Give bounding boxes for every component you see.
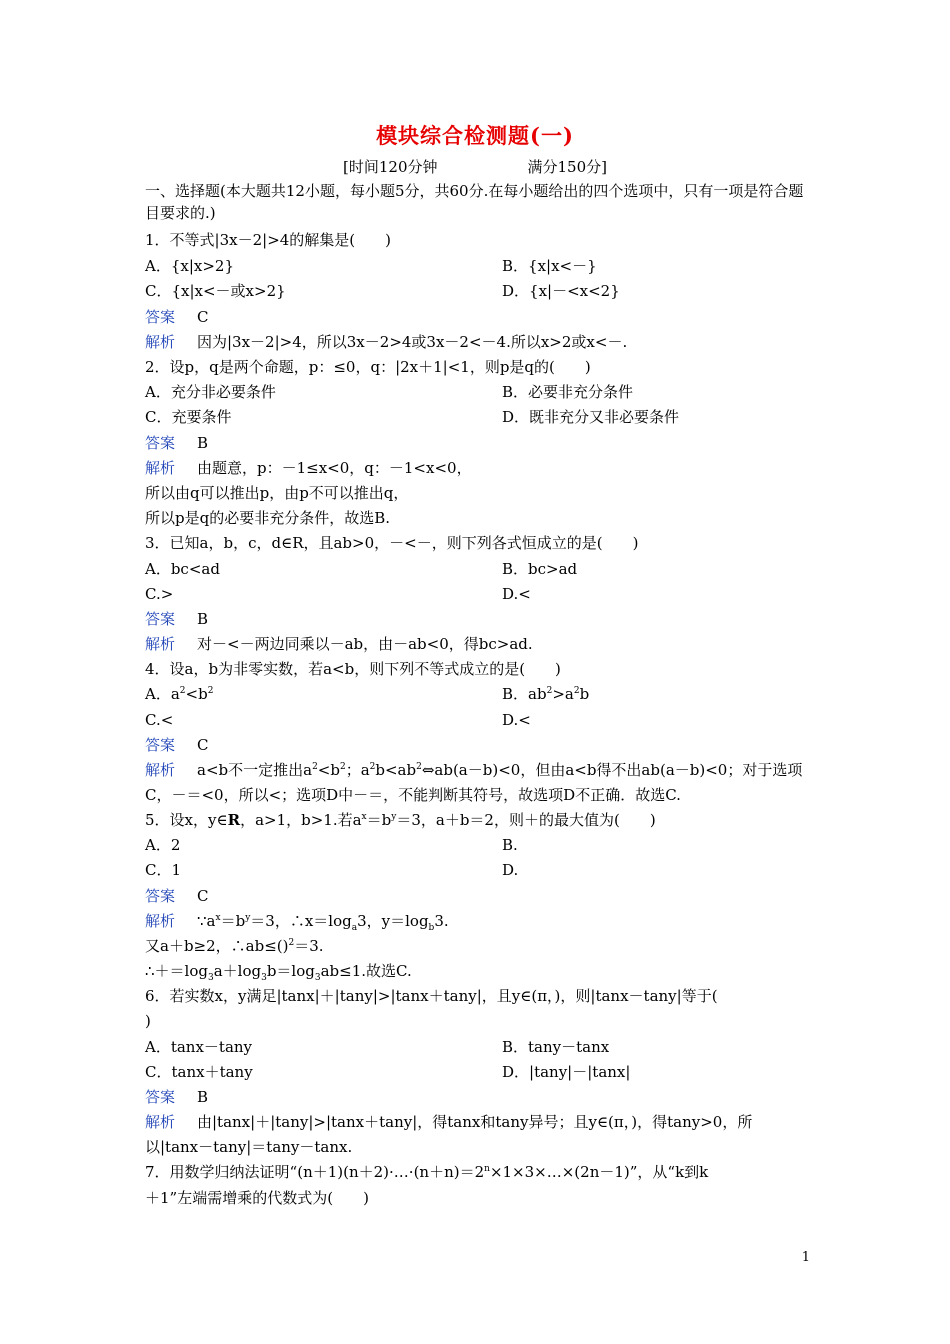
q5-option-c: C．1 bbox=[145, 861, 182, 879]
q6-stem: 6．若实数x，y满足|tanx|＋|tany|>|tanx＋tany|，且y∈(π，)，则|tanx－tany|等于( bbox=[145, 987, 718, 1005]
q5-analysis-line3: $\therefore+=\log_3a+\log_3b=\log_3ab\le 1$.故选C. bbox=[145, 962, 412, 983]
page-number: 1 bbox=[801, 1250, 810, 1265]
q6-option-a: A．tanx－tany bbox=[145, 1038, 253, 1056]
q6-stem-line2: ) bbox=[145, 1012, 151, 1030]
answer-label: 答案 bbox=[145, 1088, 176, 1106]
q5-analysis-line2: 又a＋b≥2，∴ab≤()$^2$＝3. bbox=[145, 937, 324, 955]
section-heading: 一、选择题(本大题共12小题，每小题5分，共60分.在每小题给出的四个选项中，只有一项是符合题目要求的.) bbox=[145, 182, 804, 222]
analysis-text: 对－<－两边同乘以－ab，由－ab<0，得bc>ad. bbox=[197, 635, 533, 653]
q1-answer bbox=[145, 306, 208, 328]
q4-answer bbox=[145, 734, 208, 756]
q7-stem: 7．用数学归纳法证明“$(n+1)(n+2)\cdot\dots\cdot(n+n)=2^n\times 1\times 3\times\dots\times(2n-1)$”，从“k到k bbox=[145, 1163, 709, 1181]
q2-option-c: C．充要条件 bbox=[145, 408, 232, 426]
analysis-label: 解析 bbox=[145, 459, 176, 477]
answer-label: 答案 bbox=[145, 887, 176, 905]
q7-stem-line2: ＋1”左端需增乘的代数式为( ) bbox=[145, 1189, 369, 1207]
analysis-label: 解析 bbox=[145, 333, 176, 351]
q3-option-a: A．bc<ad bbox=[145, 560, 220, 578]
q5-option-d: D. bbox=[502, 861, 519, 879]
q2-stem: 2．设p，q是两个命题，p：≤0，q：|2x＋1|<1，则p是q的( ) bbox=[145, 358, 591, 376]
q1-analysis bbox=[145, 331, 627, 353]
answer-value: B bbox=[197, 434, 209, 452]
q1-option-b: B．{x|x<－} bbox=[502, 257, 597, 275]
analysis-text: 因为|3x－2|>4，所以3x－2>4或3x－2<－4.所以x>2或x<－. bbox=[197, 333, 628, 351]
q5-option-b: B. bbox=[502, 836, 518, 854]
q2-analysis-line2: 所以由q可以推出p，由p不可以推出q， bbox=[145, 484, 409, 502]
answer-value: B bbox=[197, 610, 209, 628]
answer-label: 答案 bbox=[145, 610, 176, 628]
full-score: 满分150分] bbox=[527, 158, 607, 176]
q5-option-a: A．2 bbox=[145, 836, 181, 854]
q3-option-c: C.> bbox=[145, 585, 174, 603]
q2-option-a: A．充分非必要条件 bbox=[145, 383, 276, 401]
answer-value: B bbox=[197, 1088, 209, 1106]
analysis-label: 解析 bbox=[145, 635, 176, 653]
q5-answer bbox=[145, 885, 208, 907]
answer-value: C bbox=[197, 736, 209, 754]
analysis-label: 解析 bbox=[145, 912, 176, 930]
q2-analysis-line3: 所以p是q的必要非充分条件，故选B. bbox=[145, 509, 390, 527]
q2-answer bbox=[145, 432, 208, 454]
answer-value: C bbox=[197, 887, 209, 905]
q4-analysis-line2: C，－＝<0，所以<；选项D中－＝，不能判断其符号，故选项D不正确．故选C. bbox=[145, 786, 681, 804]
q3-analysis bbox=[145, 633, 533, 655]
q1-option-a: A．{x|x>2} bbox=[145, 257, 235, 275]
q6-answer bbox=[145, 1086, 208, 1108]
q4-option-c: C.< bbox=[145, 711, 174, 729]
analysis-text: 由题意，p：－1≤x<0，q：－1<x<0， bbox=[197, 459, 472, 477]
q6-option-b: B．tany－tanx bbox=[502, 1038, 610, 1056]
answer-label: 答案 bbox=[145, 736, 176, 754]
answer-value: C bbox=[197, 308, 209, 326]
analysis-label: 解析 bbox=[145, 761, 176, 779]
q4-option-b: B．$ab^2>a^2b$ bbox=[502, 685, 590, 703]
q6-option-d: D．|tany|－|tanx| bbox=[502, 1063, 631, 1081]
q2-analysis bbox=[145, 457, 472, 479]
q6-analysis bbox=[145, 1111, 752, 1133]
q5-stem: 5．设x，y∈R，a>1，b>1.若$a^x=b^y=3$，a＋b＝2，则＋的最大值为( ) bbox=[145, 811, 656, 829]
answer-label: 答案 bbox=[145, 308, 176, 326]
analysis-label: 解析 bbox=[145, 1113, 176, 1131]
q6-analysis-line2: 以|tanx－tany|＝tany－tanx. bbox=[145, 1138, 353, 1156]
q3-option-d: D.< bbox=[502, 585, 531, 603]
q6-option-c: C．tanx＋tany bbox=[145, 1063, 253, 1081]
q4-analysis: 解析 a<b不一定推出$a^2<b^2$；$a^2b<ab^2\Leftrightarrow ab(a-b)<0$，但由a<b得不出ab(a－b)<0；对于选项 bbox=[145, 761, 803, 779]
q2-option-d: D．既非充分又非必要条件 bbox=[502, 408, 680, 426]
q1-option-d: D．{x|－<x<2} bbox=[502, 282, 620, 300]
analysis-text: 由|tanx|＋|tany|>|tanx＋tany|，得tanx和tany异号；且y∈(π，)，得tany>0，所 bbox=[197, 1113, 753, 1131]
page-title: 模块综合检测题(一) bbox=[376, 123, 574, 148]
q1-stem: 1．不等式|3x－2|>4的解集是( ) bbox=[145, 231, 392, 249]
q3-answer bbox=[145, 608, 208, 630]
q4-stem: 4．设a，b为非零实数，若a<b，则下列不等式成立的是( ) bbox=[145, 660, 561, 678]
time-limit: [时间120分钟 bbox=[343, 158, 438, 176]
q3-option-b: B．bc>ad bbox=[502, 560, 578, 578]
answer-label: 答案 bbox=[145, 434, 176, 452]
q3-stem: 3．已知a，b，c，d∈R，且ab>0，－<－，则下列各式恒成立的是( ) bbox=[145, 534, 639, 552]
q5-analysis: 解析 $\because a^x=b^y=3$，$\therefore x=\log_a3$，$y=\log_b3$. bbox=[145, 912, 449, 933]
q4-option-a: A．$a^2<b^2$ bbox=[145, 685, 214, 703]
q1-option-c: C．{x|x<－或x>2} bbox=[145, 282, 286, 300]
exam-info bbox=[0, 156, 950, 177]
q4-option-d: D.< bbox=[502, 711, 531, 729]
q2-option-b: B．必要非充分条件 bbox=[502, 383, 634, 401]
